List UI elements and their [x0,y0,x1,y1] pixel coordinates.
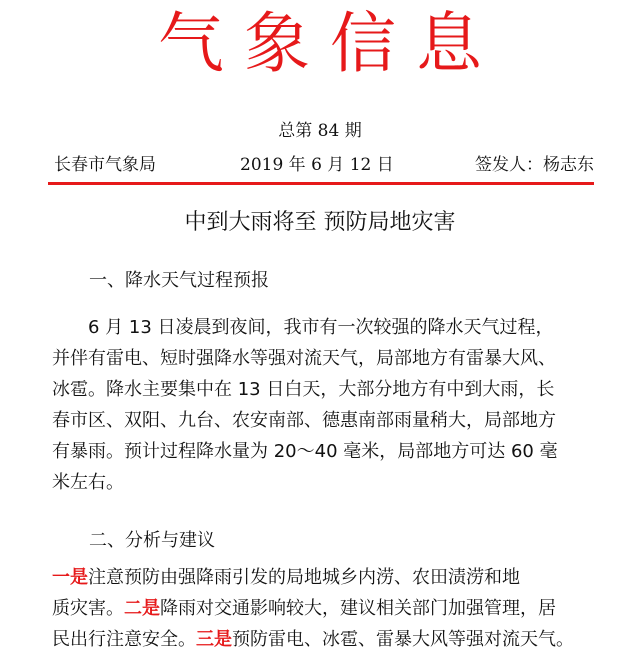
paragraph-line [52,593,608,624]
section2-heading: 二、分析与建议 [89,530,215,551]
header-meta-line [54,152,594,178]
point-text: 质灾害。 [52,598,124,619]
point-text: 预防雷电、冰雹、雷暴大风等强对流天气。 [232,629,574,650]
issuing-bureau: 长春市气象局 [54,155,156,175]
paragraph-line [52,624,608,655]
article-title: 中到大雨将至 预防局地灾害 [184,210,456,235]
paragraph-line: 有暴雨。预计过程降水量为 20～40 毫米，局部地方可达 60 毫 [52,441,558,462]
section1-heading: 一、降水天气过程预报 [89,270,269,291]
point-marker: 三是 [196,629,232,650]
paragraph-line: 6 月 13 日凌晨到夜间，我市有一次较强的降水天气过程， [88,317,554,338]
header-divider [48,182,594,185]
point-text: 注意预防由强降雨引发的局地城乡内涝、农田渍涝和地 [88,567,520,588]
issue-date: 2019 年 6 月 12 日 [240,155,394,175]
point-text: 民出行注意安全。 [52,629,196,650]
signer: 签发人：杨志东 [475,155,594,175]
point-marker: 二是 [124,598,160,619]
paragraph-line: 米左右。 [52,472,124,493]
paragraph-line: 春市区、双阳、九台、农安南部、德惠南部雨量稍大，局部地方 [52,410,556,431]
point-marker: 一是 [52,567,88,588]
section2-paragraph [52,562,608,655]
section1-paragraph [52,312,608,498]
issue-number: 总第 84 期 [278,121,362,141]
paragraph-line: 并伴有雷电、短时强降水等强对流天气，局部地方有雷暴大风、 [52,348,556,369]
paragraph-line: 冰雹。降水主要集中在 13 日白天，大部分地方有中到大雨，长 [52,379,555,400]
point-text: 降雨对交通影响较大，建议相关部门加强管理，居 [160,598,556,619]
paragraph-line [52,562,608,593]
masthead-title: 气象信息 [158,5,502,82]
